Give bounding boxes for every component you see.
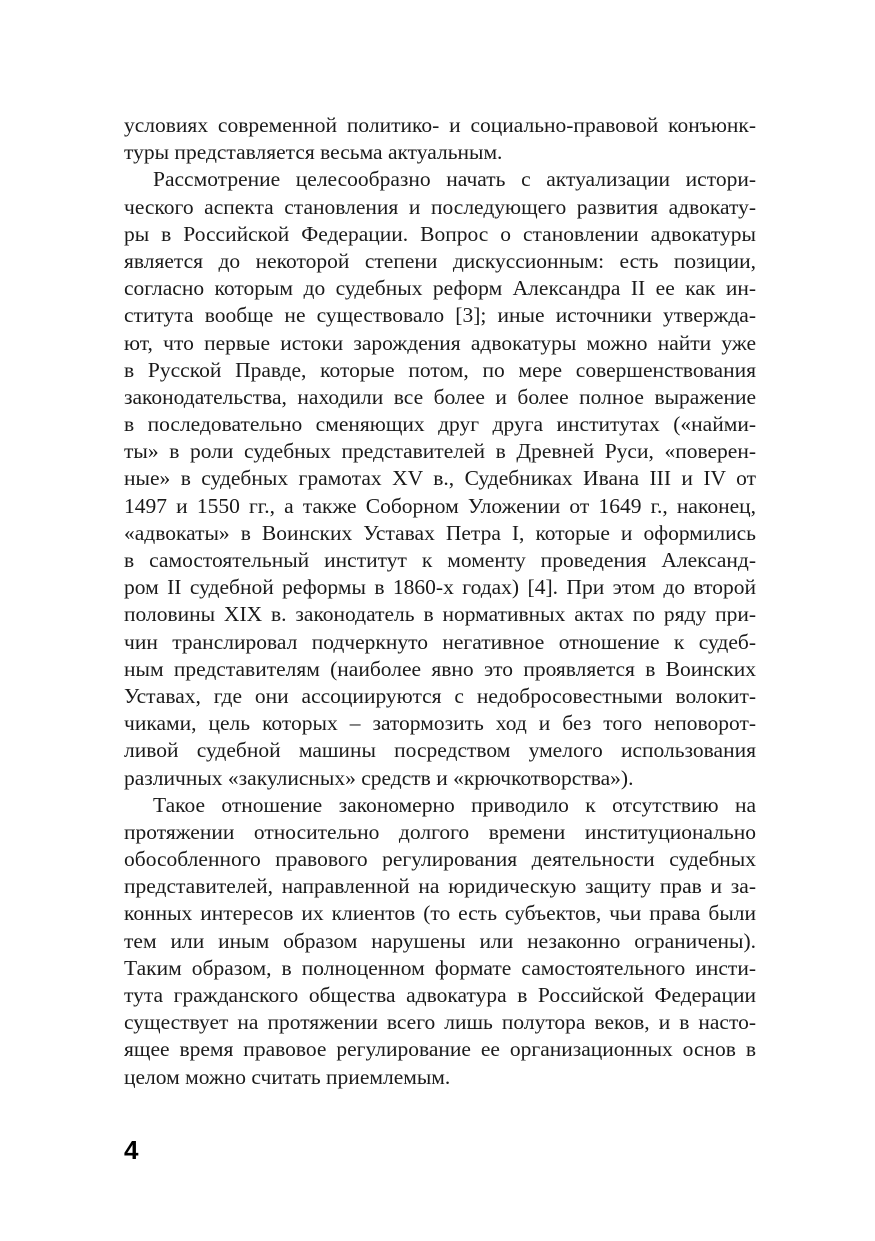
paragraph-3 [124, 792, 756, 1091]
text-line: различных «закулисных» средств и «крючкотворства»). [124, 765, 634, 790]
text-line: тута гражданского общества адвокатура в Российской Федерации [124, 983, 756, 1007]
text-line: чин транслировал подчеркнуто негативное отношение к судеб- [124, 629, 756, 654]
text-line: тем или иным образом нарушены или незаконно ограничены). [124, 928, 756, 953]
text-line: обособленного правового регулирования деятельности судебных [124, 847, 756, 872]
text-line: существует на протяжении всего лишь полутора веков, и в насто- [124, 1010, 756, 1035]
text-line: в последовательно сменяющих друг друга институтах («найми- [124, 412, 756, 437]
text-line: ливой судебной машины посредством умелого использования [124, 738, 756, 763]
text-line: ты» в роли судебных представителей в Древней Руси, «поверен- [124, 439, 756, 464]
text-line: ческого аспекта становления и последующего развития адвокату- [124, 194, 756, 219]
text-line: 1497 и 1550 гг., а также Соборном Уложении от 1649 г., наконец, [124, 493, 756, 518]
text-line: Таким образом, в полноценном формате самостоятельного инсти- [124, 955, 756, 980]
text-line: «адвокаты» в Воинских Уставах Петра I, которые и оформились [124, 520, 756, 545]
text-line: конных интересов их клиентов (то есть субъектов, чьи права были [124, 901, 756, 926]
text-line: ным представителям (наиболее явно это проявляется в Воинских [124, 656, 756, 681]
text-line: условиях современной политико- и социально-правовой конъюнк- [124, 113, 756, 137]
text-line: ститута вообще не существовало [3]; иные источники утвержда- [124, 303, 756, 328]
text-line: туры представляется весьма актуальным. [124, 140, 503, 165]
text-line: в Русской Правде, которые потом, по мере совершенствования [124, 357, 756, 382]
paragraph-1 [124, 112, 756, 166]
text-line: Такое отношение закономерно приводило к отсутствию на [153, 792, 756, 817]
page-number: 4 [124, 1135, 139, 1165]
text-line: Рассмотрение целесообразно начать с актуализации истори- [153, 167, 756, 192]
paragraph-2 [124, 166, 756, 791]
text-line: в самостоятельный институт к моменту проведения Александ- [124, 548, 756, 572]
text-line: половины XIX в. законодатель в нормативных актах по ряду при- [124, 602, 756, 627]
text-line: ры в Российской Федерации. Вопрос о становлении адвокатуры [124, 221, 756, 246]
text-line: целом можно считать приемлемым. [124, 1064, 451, 1089]
text-line: ящее время правовое регулирование ее организационных основ в [124, 1037, 756, 1062]
text-line: чиками, цель которых – затормозить ход и без того неповорот- [124, 711, 756, 736]
body-text [124, 112, 756, 1091]
text-line: Уставах, где они ассоциируются с недобросовестными волокит- [124, 683, 756, 708]
text-line: ром II судебной реформы в 1860-х годах) [4]. При этом до второй [124, 575, 756, 600]
text-line: является до некоторой степени дискуссионным: есть позиции, [124, 248, 756, 273]
text-line: согласно которым до судебных реформ Александра II ее как ин- [124, 276, 756, 301]
text-line: ные» в судебных грамотах XV в., Судебниках Ивана III и IV от [124, 466, 756, 491]
text-line: протяжении относительно долгого времени институционально [124, 819, 756, 844]
text-line: представителей, направленной на юридическую защиту прав и за- [124, 874, 756, 899]
text-line: ют, что первые истоки зарождения адвокатуры можно найти уже [124, 330, 756, 355]
text-line: законодательства, находили все более и более полное выражение [124, 384, 756, 409]
